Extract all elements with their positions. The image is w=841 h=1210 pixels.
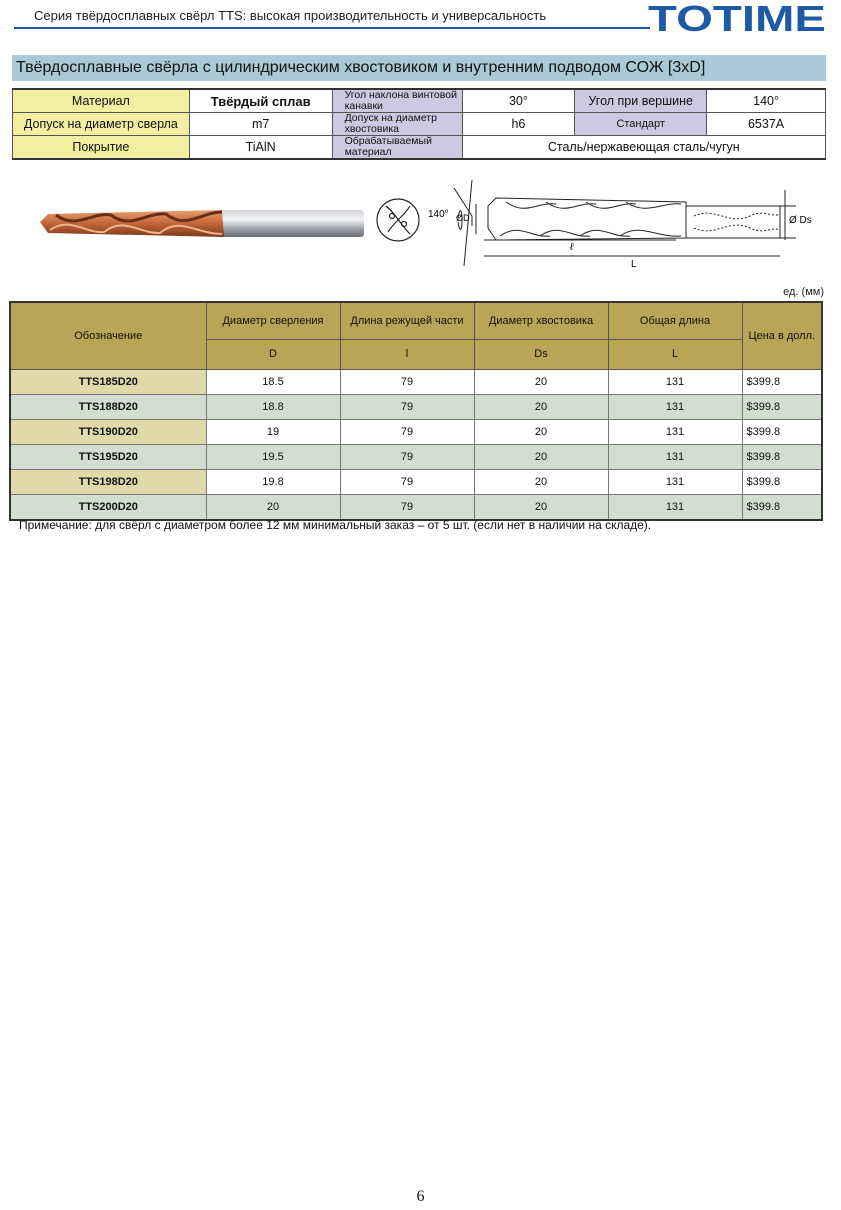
table-row — [10, 394, 822, 419]
coating-value: TiAlN — [189, 136, 332, 160]
row-diameter: 19.8 — [206, 469, 340, 494]
ds-label: Ø Ds — [789, 215, 812, 226]
row-diameter: 18.5 — [206, 369, 340, 394]
header-diameter: Диаметр сверления — [206, 302, 340, 339]
drill-photo — [36, 200, 366, 248]
drill-diagram — [376, 176, 826, 272]
table-row — [10, 444, 822, 469]
row-shank-diameter: 20 — [474, 419, 608, 444]
row-overall-length: 131 — [608, 444, 742, 469]
d-label: ØD — [456, 213, 470, 223]
material-label: Материал — [13, 89, 190, 113]
header-overall-length: Общая длина — [608, 302, 742, 339]
drill-side-view — [454, 180, 796, 266]
symbol-diameter: D — [206, 339, 340, 369]
table-row — [10, 469, 822, 494]
shank-tolerance-value: h6 — [462, 113, 575, 136]
row-shank-diameter: 20 — [474, 494, 608, 520]
standard-label: Стандарт — [575, 113, 707, 136]
row-shank-diameter: 20 — [474, 469, 608, 494]
shank-tolerance-label: Допуск на диаметр хвостовика — [332, 113, 462, 136]
coating-label: Покрытие — [13, 136, 190, 160]
row-code: TTS185D20 — [10, 369, 206, 394]
material-value: Твёрдый сплав — [189, 89, 332, 113]
row-shank-diameter: 20 — [474, 394, 608, 419]
row-price: $399.8 — [742, 394, 822, 419]
row-code: TTS200D20 — [10, 494, 206, 520]
standard-value: 6537A — [707, 113, 826, 136]
row-diameter: 19.5 — [206, 444, 340, 469]
row-diameter: 19 — [206, 419, 340, 444]
series-title: Серия твёрдосплавных свёрл TTS: высокая производительность и универсальность — [34, 8, 547, 23]
totime-logo — [648, 0, 828, 34]
header-code: Обозначение — [10, 302, 206, 369]
row-code: TTS198D20 — [10, 469, 206, 494]
table-row — [10, 419, 822, 444]
row-overall-length: 131 — [608, 419, 742, 444]
row-flute-length: 79 — [340, 444, 474, 469]
header-flute-length: Длина режущей части — [340, 302, 474, 339]
symbol-overall-length: L — [608, 339, 742, 369]
row-price: $399.8 — [742, 419, 822, 444]
row-price: $399.8 — [742, 469, 822, 494]
table-row — [10, 369, 822, 394]
row-flute-length: 79 — [340, 494, 474, 520]
note-text: Примечание: для свёрл с диаметром более 12 мм минимальный заказ – от 5 шт. (если нет в наличии на складе). — [19, 518, 652, 532]
L-label: L — [631, 259, 637, 270]
drill-tolerance-label: Допуск на диаметр сверла — [13, 113, 190, 136]
symbol-flute-length: l — [340, 339, 474, 369]
header-shank-diameter: Диаметр хвостовика — [474, 302, 608, 339]
row-shank-diameter: 20 — [474, 369, 608, 394]
row-flute-length: 79 — [340, 419, 474, 444]
workpiece-label: Обрабатываемый материал — [332, 136, 462, 160]
row-flute-length: 79 — [340, 469, 474, 494]
section-title: Твёрдосплавные свёрла с цилиндрическим хвостовиком и внутренним подводом СОЖ [3xD] — [12, 55, 826, 81]
row-price: $399.8 — [742, 369, 822, 394]
row-overall-length: 131 — [608, 369, 742, 394]
row-code: TTS188D20 — [10, 394, 206, 419]
row-diameter: 20 — [206, 494, 340, 520]
header-divider — [14, 27, 650, 29]
row-overall-length: 131 — [608, 394, 742, 419]
unit-label: ед. (мм) — [783, 286, 824, 298]
row-code: TTS195D20 — [10, 444, 206, 469]
row-shank-diameter: 20 — [474, 444, 608, 469]
table-row — [10, 494, 822, 520]
helix-label: Угол наклона винтовой канавки — [332, 89, 462, 113]
drill-end-view — [377, 199, 419, 241]
row-flute-length: 79 — [340, 394, 474, 419]
row-code: TTS190D20 — [10, 419, 206, 444]
row-flute-length: 79 — [340, 369, 474, 394]
row-diameter: 18.8 — [206, 394, 340, 419]
row-overall-length: 131 — [608, 469, 742, 494]
row-overall-length: 131 — [608, 494, 742, 520]
point-angle-label: Угол при вершине — [575, 89, 707, 113]
product-table — [9, 301, 823, 521]
row-price: $399.8 — [742, 444, 822, 469]
page-number: 6 — [416, 1188, 425, 1205]
page-header — [0, 0, 841, 40]
header-price: Цена в долл. — [742, 302, 822, 369]
drill-tolerance-value: m7 — [189, 113, 332, 136]
row-price: $399.8 — [742, 494, 822, 520]
logo-text: TOTIME — [648, 0, 826, 34]
point-angle-value: 140° — [707, 89, 826, 113]
workpiece-value: Сталь/нержавеющая сталь/чугун — [462, 136, 826, 160]
specs-table — [12, 88, 826, 160]
l-label: ℓ — [570, 242, 574, 253]
symbol-shank-diameter: Ds — [474, 339, 608, 369]
point-angle-text: 140° — [428, 209, 449, 220]
helix-value: 30° — [462, 89, 575, 113]
